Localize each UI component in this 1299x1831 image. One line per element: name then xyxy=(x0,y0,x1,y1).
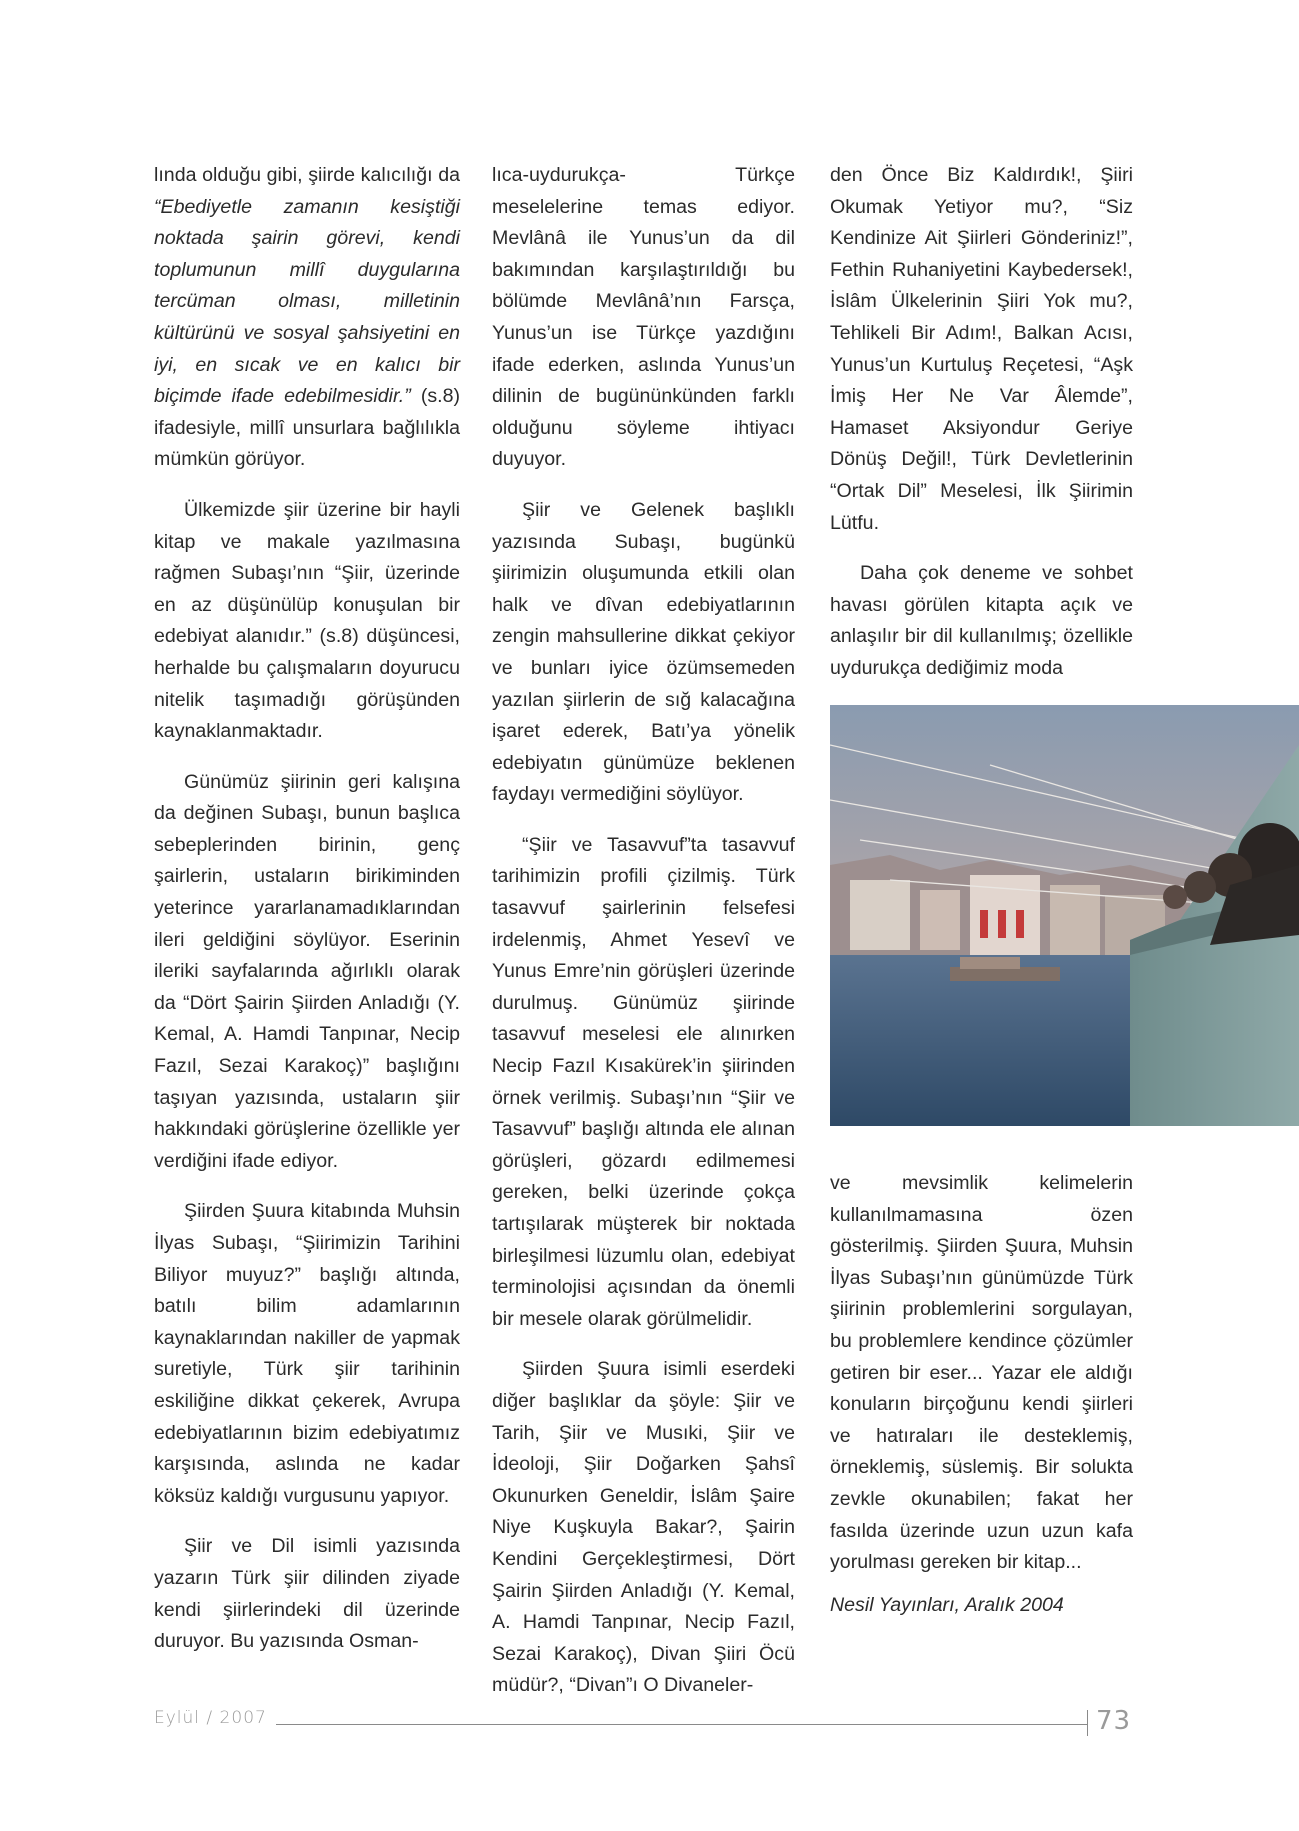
paragraph: Şiirden Şuura kitabında Muhsin İlyas Subaşı, “Şiirimizin Tarihini Biliyor muyuz?” başlığı altında, batılı bilim adamlarının kaynaklarından nakiller de yapmak suretiyle, Türk şiir tarihinin eskiliğine dikkat çekerek, Avrupa edebiyatlarının bizim edebiyatımız karşısında, aslında ne kadar köksüz kaldığı vurgusunu yapıyor. xyxy=(154,1200,460,1507)
paragraph: Daha çok deneme ve sohbet havası görülen kitapta açık ve anlaşılır bir dil kullanılmış; özellikle uydurukça dediğimiz moda xyxy=(830,562,1133,679)
text-column-1 xyxy=(154,160,460,1677)
paragraph: lıca-uydurukça- Türkçe meselelerine temas ediyor. Mevlânâ ile Yunus’un da dil bakımından karşılaştırıldığı bu bölümde Mevlânâ’nın Farsça, Yunus’un ise Türkçe yazdığını ifade ederken, aslında Yunus’un dilinin de bugününkünden farklı olduğunu söyleme ihtiyacı duyuyor. xyxy=(492,164,795,471)
page-number: 73 xyxy=(1096,1706,1132,1736)
paragraph: Şiirden Şuura isimli eserdeki diğer başlıklar da şöyle: Şiir ve Tarih, Şiir ve Musıki, Şiir ve İdeoloji, Şiir Doğarken Şahsî Okunurken Geneldir, İslâm Şaire Niye Kuşkuyla Bakar?, Şairin Kendini Gerçekleştirmesi, Dört Şairin Şiirden Anladığı (Y. Kemal, A. Hamdi Tanpınar, Necip Fazıl, Sezai Karakoç), Divan Şiiri Öcü müdür?, “Divan”ı O Divaneler- xyxy=(492,1358,795,1697)
quotation: “Ebediyetle zamanın kesiştiği noktada şairin görevi, kendi toplumunun millî duygularına tercüman olması, milletinin kültürünü ve sosyal şahsiyetini en iyi, en sıcak ve en kalıcı bir biçimde ifade edebilmesidir.” xyxy=(154,195,460,408)
paragraph: Şiir ve Dil isimli yazısında yazarın Türk şiir dilinden ziyade kendi şiirlerindeki dil üzerinde duruyor. Bu yazısında Osman- xyxy=(154,1535,460,1653)
paragraph: “Şiir ve Tasavvuf”ta tasavvuf tarihimizin profili çizilmiş. Türk tasavvuf şairlerinin felsefesi irdelenmiş, Ahmet Yesevî ve Yunus Emre’nin görüşleri üzerinde durulmuş. Günümüz şiirinde tasavvuf meselesi ele alınırken Necip Fazıl Kısakürek’in şiirinden örnek verilmiş. Subaşı’nın “Şiir ve Tasavvuf” başlığı altında ele alınan görüşleri, gözardı edilmemesi gereken, belki üzerinde çokça tartışılarak müşterek bir noktada birleşilmesi lüzumlu olan, edebiyat terminolojisi açısından da önemli bir mesele olarak görülmelidir. xyxy=(492,833,795,1330)
text-column-3-bottom xyxy=(830,1168,1133,1640)
issue-date: Eylül / 2007 xyxy=(154,1708,267,1728)
paragraph: ve mevsimlik kelimelerin kullanılmamasına özen gösterilmiş. Şiirden Şuura, Muhsin İlyas Subaşı’nın günümüzde Türk şiirinin problemlerini sorgulayan, bu problemlere kendince çözümler getiren bir eser... Yazar ele aldığı konuların birçoğunu kendi şiirleri ve hatıraları ile desteklemiş, örneklemiş, süslemiş. Bir solukta zevkle okunabilen; fakat her fasılda üzerinde uzun uzun kafa yorulması gereken bir kitap... xyxy=(830,1172,1133,1574)
publication-source: Nesil Yayınları, Aralık 2004 xyxy=(830,1593,1064,1616)
paragraph: den Önce Biz Kaldırdık!, Şiiri Okumak Yetiyor mu?, “Siz Kendinize Ait Şiirleri Gönderiniz!”, Fethin Ruhaniyetini Kaybedersek!, İslâm Ülkelerinin Şiiri Yok mu?, Tehlikeli Bir Adım!, Balkan Acısı, Yunus’un Kurtuluş Reçetesi, “Aşk İmiş Her Ne Var Âlemde”, Hamaset Aksiyondur Geriye Dönüş Değil!, Türk Devletlerinin “Ortak Dil” Meselesi, İlk Şiirimin Lütfu. xyxy=(830,164,1133,534)
paragraph: Ülkemizde şiir üzerine bir hayli kitap ve makale yazılmasına rağmen Subaşı’nın “Şiir, üzerinde en az düşünülüp konuşulan bir edebiyat alanıdır.” (s.8) düşüncesi, herhalde bu çalışmaların doyurucu nitelik taşımadığı görüşünden kaynaklanmaktadır. xyxy=(154,498,460,743)
text-column-2 xyxy=(492,160,795,1721)
text-run: (s.8) ifadesiyle, millî unsurlara bağlılıkla mümkün görüyor. xyxy=(154,385,460,471)
text-run: lında olduğu gibi, şiirde kalıcılığı da xyxy=(154,164,460,186)
paragraph xyxy=(154,160,460,476)
paragraph: Şiir ve Gelenek başlıklı yazısında Subaşı, bugünkü şiirimizin oluşumunda etkili olan halk ve dîvan edebiyatlarının zengin mahsullerine dikkat çekiyor ve bunları iyice özümsemeden yazılan şiirlerin de sığ kalacağına işaret ederek, Batı’ya yönelik edebiyatın günümüze beklenen faydayı vermediğini söylüyor. xyxy=(492,498,795,806)
footer-rule xyxy=(276,1724,1088,1725)
text-column-3-top xyxy=(830,160,1133,704)
footer-divider xyxy=(1087,1710,1088,1736)
fishermen-bridge-photo xyxy=(830,705,1299,1126)
paragraph: Günümüz şiirinin geri kalışına da değinen Subaşı, bunun başlıca sebeplerinden birinin, genç şairlerin, ustaların birikiminden yeterince yararlanamadıklarından ileri geldiğini söylüyor. Eserinin ileriki sayfalarında ağırlıklı olarak da “Dört Şairin Şiirden Anladığı (Y. Kemal, A. Hamdi Tanpınar, Necip Fazıl, Sezai Karakoç)” başlığını taşıyan yazısında, ustaların şiir hakkındaki görüşlerine özellikle yer verdiğini ifade ediyor. xyxy=(154,770,460,1172)
